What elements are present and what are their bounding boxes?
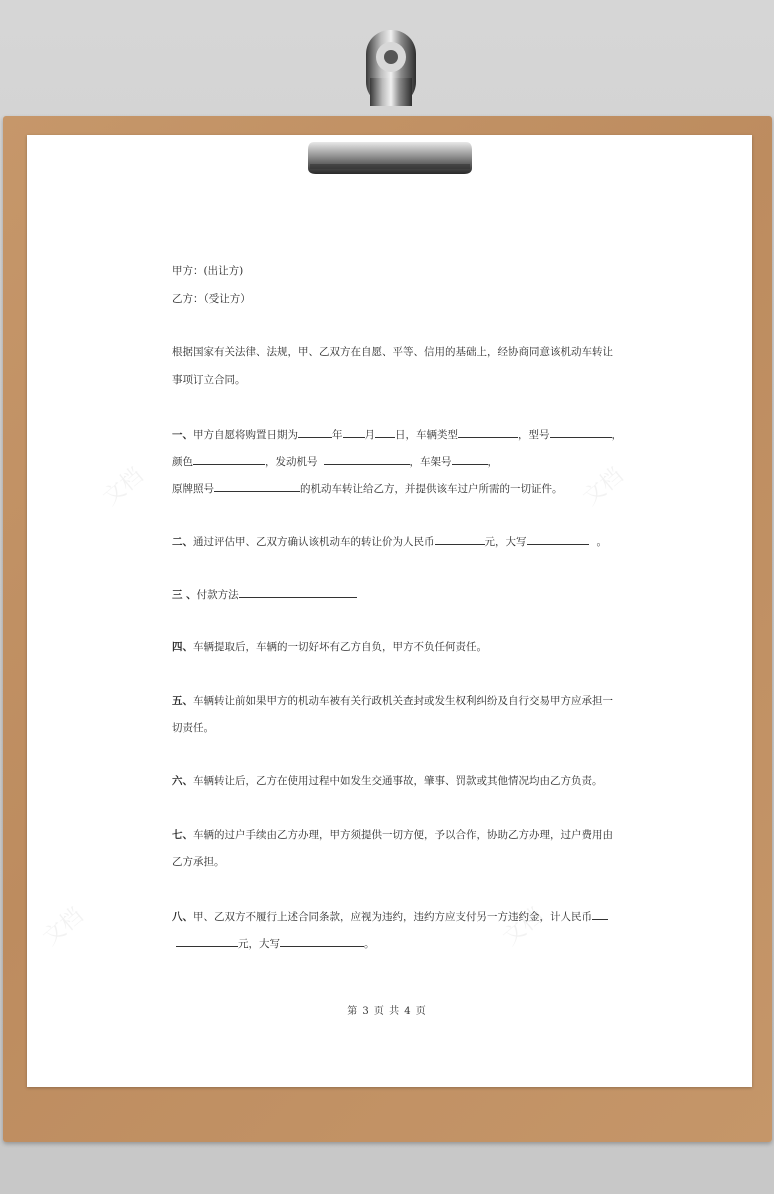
party-a-line: 甲方：(出让方)	[172, 265, 244, 277]
blank-field[interactable]	[214, 480, 300, 492]
binder-clip-icon	[306, 138, 474, 176]
clause-text: 的机动车转让给乙方，并提供该车过户所需的一切证件。	[300, 483, 563, 495]
clause-text: 车辆提取后，车辆的一切好坏有乙方自负，甲方不负任何责任。	[193, 641, 487, 653]
clause-text: 元，大写	[238, 938, 280, 950]
blank-field[interactable]	[239, 586, 357, 598]
clause-8-line-1	[172, 908, 608, 924]
blank-field[interactable]	[375, 426, 395, 438]
clause-number: 三 、	[172, 589, 197, 601]
clause-text: ，	[487, 456, 498, 468]
blank-field[interactable]	[298, 426, 332, 438]
page-number: 第 3 页 共 4 页	[347, 1006, 427, 1017]
preamble-line-2: 事项订立合同。	[172, 374, 246, 386]
clause-7-line-2: 乙方承担。	[172, 856, 225, 868]
blank-field[interactable]	[280, 935, 364, 947]
clause-5-line-1	[172, 694, 613, 708]
clause-text: ，型号	[518, 429, 550, 441]
preamble-line-1: 根据国家有关法律、法规，甲、乙双方在自愿、平等、信用的基础上，经协商同意该机动车转让	[172, 346, 613, 358]
clause-text: 甲方自愿将购置日期为	[193, 429, 298, 441]
clause-text: 车辆转让前如果甲方的机动车被有关行政机关查封或发生权利纠纷及自行交易甲方应承担一	[193, 695, 613, 707]
clip-ring-icon	[360, 28, 422, 108]
watermark: 文档	[98, 463, 149, 511]
clause-5-line-2: 切责任。	[172, 722, 214, 734]
clause-text: 原牌照号	[172, 483, 214, 495]
party-b-line: 乙方：（受让方）	[172, 293, 251, 305]
clause-text: 。	[364, 938, 375, 950]
clause-3-line	[172, 586, 357, 602]
clause-8-line-2	[172, 935, 375, 951]
clause-text: ，发动机号	[265, 456, 318, 468]
blank-field[interactable]	[343, 426, 365, 438]
watermark: 文档	[578, 463, 629, 511]
clause-text: 颜色	[172, 456, 193, 468]
blank-field[interactable]	[324, 453, 410, 465]
clause-1-line-3	[172, 480, 563, 496]
clause-number: 六、	[172, 775, 193, 787]
clause-4-line	[172, 640, 487, 654]
clause-text: 月	[364, 429, 375, 441]
clause-number: 一、	[172, 429, 193, 441]
blank-field[interactable]	[458, 426, 518, 438]
blank-field[interactable]	[193, 453, 265, 465]
clause-number: 五、	[172, 695, 193, 707]
blank-field[interactable]	[176, 935, 238, 947]
clause-number: 二、	[172, 536, 193, 548]
blank-field[interactable]	[592, 908, 608, 920]
clause-text: ，	[611, 429, 622, 441]
clause-1-line-2	[172, 453, 498, 469]
clause-2-line	[172, 533, 607, 549]
clause-text: 甲、乙双方不履行上述合同条款，应视为违约，违约方应支付另一方违约金，计人民币	[193, 911, 592, 923]
clause-number: 七、	[172, 829, 193, 841]
clause-text: 日，车辆类型	[395, 429, 458, 441]
blank-field[interactable]	[550, 426, 612, 438]
watermark: 文档	[498, 903, 549, 951]
blank-field[interactable]	[435, 533, 485, 545]
clause-text: 元，大写	[484, 536, 527, 548]
blank-field[interactable]	[452, 453, 488, 465]
clause-number: 八、	[172, 911, 193, 923]
document-paper	[27, 135, 752, 1087]
watermark: 文档	[38, 903, 89, 951]
clause-text: ，车架号	[409, 456, 452, 468]
clause-text: 年	[332, 429, 343, 441]
clause-number: 四、	[172, 641, 193, 653]
clause-text: 通过评估甲、乙双方确认该机动车的转让价为人民币	[193, 536, 435, 548]
clause-text: 付款方法	[196, 589, 239, 601]
clause-text: 车辆转让后，乙方在使用过程中如发生交通事故，肇事、罚款或其他情况均由乙方负责。	[193, 775, 603, 787]
clause-text: 。	[596, 536, 607, 548]
clause-1-line-1	[172, 426, 622, 442]
clause-text: 车辆的过户手续由乙方办理，甲方须提供一切方便，予以合作，协助乙方办理，过户费用由	[193, 829, 613, 841]
clause-7-line-1	[172, 828, 613, 842]
clause-6-line	[172, 774, 603, 788]
blank-field[interactable]	[527, 533, 589, 545]
